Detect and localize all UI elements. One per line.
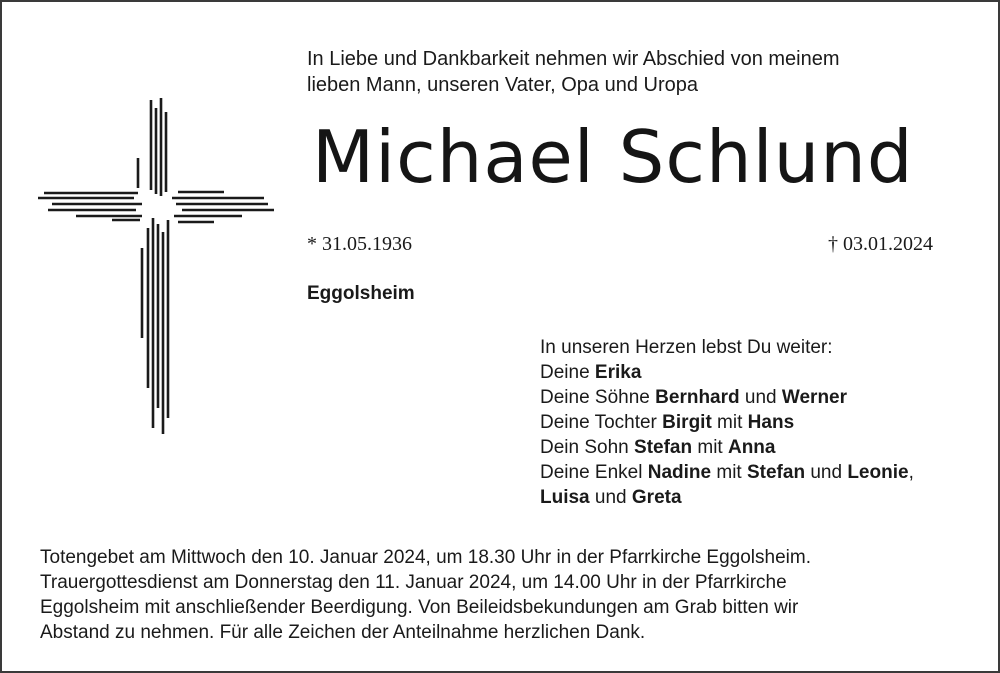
relation-label: Deine Söhne	[540, 387, 656, 408]
deceased-name: Michael Schlund	[312, 115, 914, 199]
family-member-name: Leonie	[847, 462, 909, 483]
cross-icon	[38, 98, 274, 434]
joiner-text: und	[739, 387, 782, 408]
family-member-name: Bernhard	[655, 387, 740, 408]
family-member-name: Stefan	[746, 462, 806, 483]
joiner-text: mit	[711, 412, 748, 433]
family-line	[540, 435, 980, 460]
family-member-name: Werner	[781, 387, 848, 408]
family-member-name: Birgit	[662, 412, 712, 433]
intro-text	[307, 46, 967, 98]
joiner-text: und	[589, 487, 632, 508]
family-line	[540, 360, 980, 385]
family-member-name: Erika	[594, 362, 642, 383]
family-member-name: Hans	[747, 412, 795, 433]
joiner-text: und	[805, 462, 848, 483]
relation-label: Deine	[540, 362, 595, 383]
family-member-name: Luisa	[540, 487, 590, 508]
punctuation: ,	[908, 462, 914, 483]
joiner-text: mit	[711, 462, 747, 483]
relation-label: Deine Enkel	[540, 462, 648, 483]
intro-line: lieben Mann, unseren Vater, Opa und Uropa	[307, 74, 698, 96]
death-date: † 03.01.2024	[828, 233, 933, 255]
hometown: Eggolsheim	[307, 283, 415, 304]
family-member-name: Greta	[631, 487, 682, 508]
service-line: Eggolsheim mit anschließender Beerdigung. Von Beileidsbekundungen am Grab bitten wir	[40, 597, 799, 618]
family-line	[540, 485, 980, 510]
family-member-name: Stefan	[634, 437, 693, 458]
service-line: Abstand zu nehmen. Für alle Zeichen der Anteilnahme herzlichen Dank.	[40, 622, 646, 643]
birth-date: * 31.05.1936	[307, 233, 412, 255]
family-list	[540, 335, 980, 510]
family-member-name: Anna	[727, 437, 776, 458]
family-line	[540, 410, 980, 435]
family-heading: In unseren Herzen lebst Du weiter:	[540, 337, 833, 358]
service-line: Totengebet am Mittwoch den 10. Januar 2024, um 18.30 Uhr in der Pfarrkirche Eggolsheim.	[40, 547, 811, 568]
family-line	[540, 460, 980, 485]
family-line	[540, 385, 980, 410]
relation-label: Dein Sohn	[540, 437, 635, 458]
relation-label: Deine Tochter	[540, 412, 663, 433]
intro-line: In Liebe und Dankbarkeit nehmen wir Abschied von meinem	[307, 48, 840, 70]
family-member-name: Nadine	[647, 462, 712, 483]
service-line: Trauergottesdienst am Donnerstag den 11. Januar 2024, um 14.00 Uhr in der Pfarrkirche	[40, 572, 787, 593]
joiner-text: mit	[692, 437, 728, 458]
service-info	[40, 545, 980, 645]
